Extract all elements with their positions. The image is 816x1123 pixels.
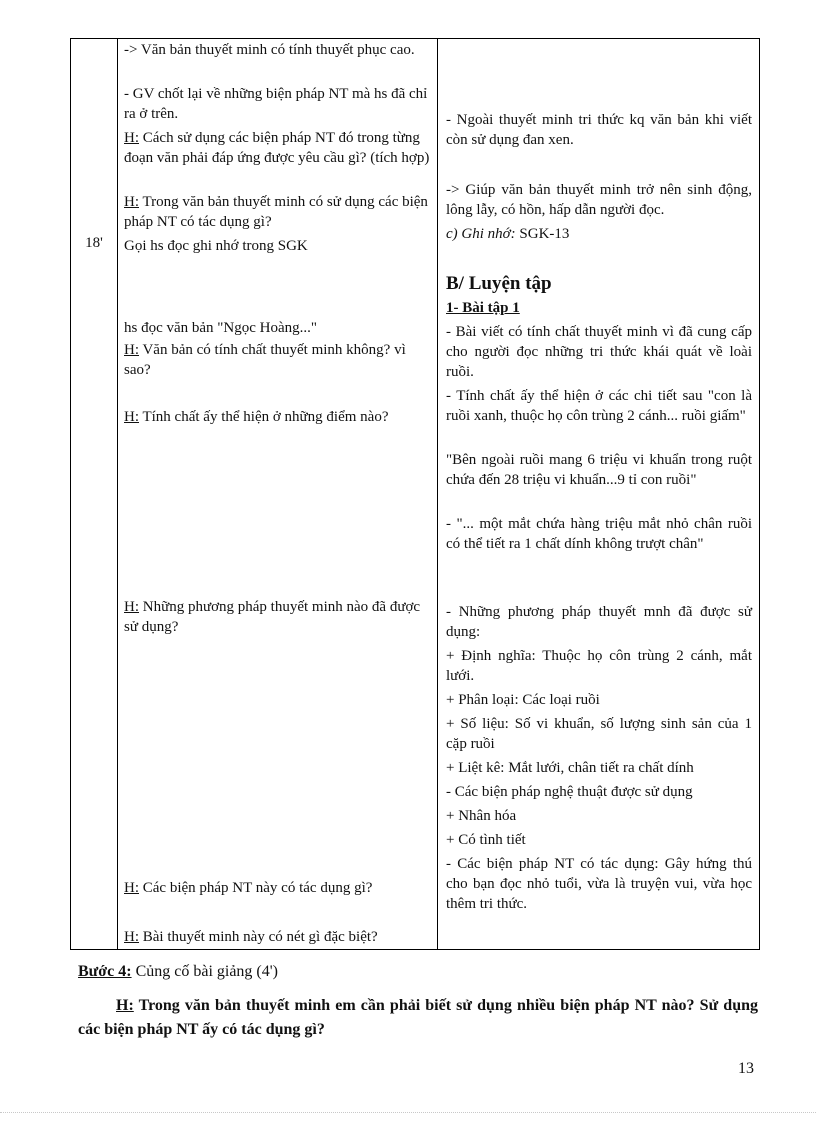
question-marker: H: xyxy=(116,997,134,1014)
question-text: Những phương pháp thuyết minh nào đã được sử dụng? xyxy=(124,599,421,635)
right-text: - Ngoài thuyết minh tri thức kq văn bản khi viết còn sử dụng đan xen. xyxy=(446,112,752,148)
question-text: Trong văn bản thuyết minh em cần phải biết sử dụng nhiều biện pháp NT nào? Sử dụng các biện pháp NT ấy có tác dụng gì? xyxy=(78,997,758,1038)
question-text: Văn bản có tính chất thuyết minh không? vì sao? xyxy=(124,342,406,378)
right-text: + Liệt kê: Mắt lưới, chân tiết ra chất dính xyxy=(446,760,694,776)
left-question xyxy=(124,927,430,947)
left-text-2: - GV chốt lại về những biện pháp NT mà hs đã chỉ ra ở trên. xyxy=(124,86,428,122)
right-text: - Các biện pháp nghệ thuật được sử dụng xyxy=(446,784,693,800)
left-question xyxy=(124,192,430,232)
question-text: Trong văn bản thuyết minh có sử dụng các biện pháp NT có tác dụng gì? xyxy=(124,194,428,230)
question-text: Các biện pháp NT này có tác dụng gì? xyxy=(139,880,373,896)
question-marker: H: xyxy=(124,194,139,210)
right-text: + Phân loại: Các loại ruồi xyxy=(446,692,600,708)
right-text: "Bên ngoài ruồi mang 6 triệu vi khuẩn trong ruột chứa đến 28 triệu vi khuẩn...9 tỉ con ruồi" xyxy=(446,452,752,488)
left-text-1: -> Văn bản thuyết minh có tính thuyết phục cao. xyxy=(124,42,415,58)
step-4-line xyxy=(78,960,758,984)
page-number: 13 xyxy=(738,1060,754,1077)
right-text: + Số liệu: Số vi khuẩn, số lượng sinh sản của 1 cặp ruồi xyxy=(446,716,752,752)
left-question xyxy=(124,407,430,427)
time-cell: 18' xyxy=(85,235,103,251)
question-text: Cách sử dụng các biện pháp NT đó trong từng đoạn văn phải đáp ứng được yêu cầu gì? (tích hợp) xyxy=(124,130,430,166)
left-text-3: Gọi hs đọc ghi nhớ trong SGK xyxy=(124,238,308,254)
final-question xyxy=(78,994,758,1042)
left-question xyxy=(124,128,430,168)
question-text: Bài thuyết minh này có nét gì đặc biệt? xyxy=(139,929,378,945)
left-question xyxy=(124,878,430,898)
right-text: - "... một mắt chứa hàng triệu mắt nhỏ chân ruồi có thể tiết ra 1 chất dính không trượt chân" xyxy=(446,516,752,552)
left-question xyxy=(124,340,430,380)
question-marker: H: xyxy=(124,130,139,146)
right-text: + Có tình tiết xyxy=(446,832,526,848)
right-text: + Định nghĩa: Thuộc họ côn trùng 2 cánh, mắt lưới. xyxy=(446,648,752,684)
right-text: - Những phương pháp thuyết mnh đã được sử dụng: xyxy=(446,604,752,640)
question-marker: H: xyxy=(124,599,139,615)
right-text: - Tính chất ấy thể hiện ở các chi tiết sau "con là ruồi xanh, thuộc họ côn trùng 2 cánh... ruồi giấm" xyxy=(446,388,752,424)
column-divider xyxy=(117,39,118,949)
question-marker: H: xyxy=(124,880,139,896)
question-marker: H: xyxy=(124,409,139,425)
right-text: - Bài viết có tính chất thuyết minh vì đã cung cấp cho người đọc những tri thức khái quát về loài ruồi. xyxy=(446,324,752,380)
step-4-text: Củng cố bài giảng (4') xyxy=(131,963,278,980)
memo-line xyxy=(446,224,752,244)
question-marker: H: xyxy=(124,342,139,358)
exercise-title: 1- Bài tập 1 xyxy=(446,300,520,316)
memo-label: c) Ghi nhớ: xyxy=(446,226,516,242)
right-text: + Nhân hóa xyxy=(446,808,517,824)
question-text: Tính chất ấy thể hiện ở những điểm nào? xyxy=(139,409,389,425)
right-text: - Các biện pháp NT có tác dụng: Gây hứng thú cho bạn đọc nhỏ tuổi, vừa là truyện vui, vừa học thêm tri thức. xyxy=(446,856,752,912)
page-bottom-border xyxy=(0,1112,816,1113)
section-heading: B/ Luyện tập xyxy=(446,273,552,294)
memo-text: SGK-13 xyxy=(515,226,570,242)
left-text-4: hs đọc văn bản "Ngọc Hoàng..." xyxy=(124,320,318,336)
left-question xyxy=(124,597,430,637)
right-text: -> Giúp văn bản thuyết minh trở nên sinh động, lông lẫy, có hồn, hấp dẫn người đọc. xyxy=(446,182,752,218)
column-divider xyxy=(437,39,438,949)
question-marker: H: xyxy=(124,929,139,945)
step-4-label: Bước 4: xyxy=(78,963,132,980)
